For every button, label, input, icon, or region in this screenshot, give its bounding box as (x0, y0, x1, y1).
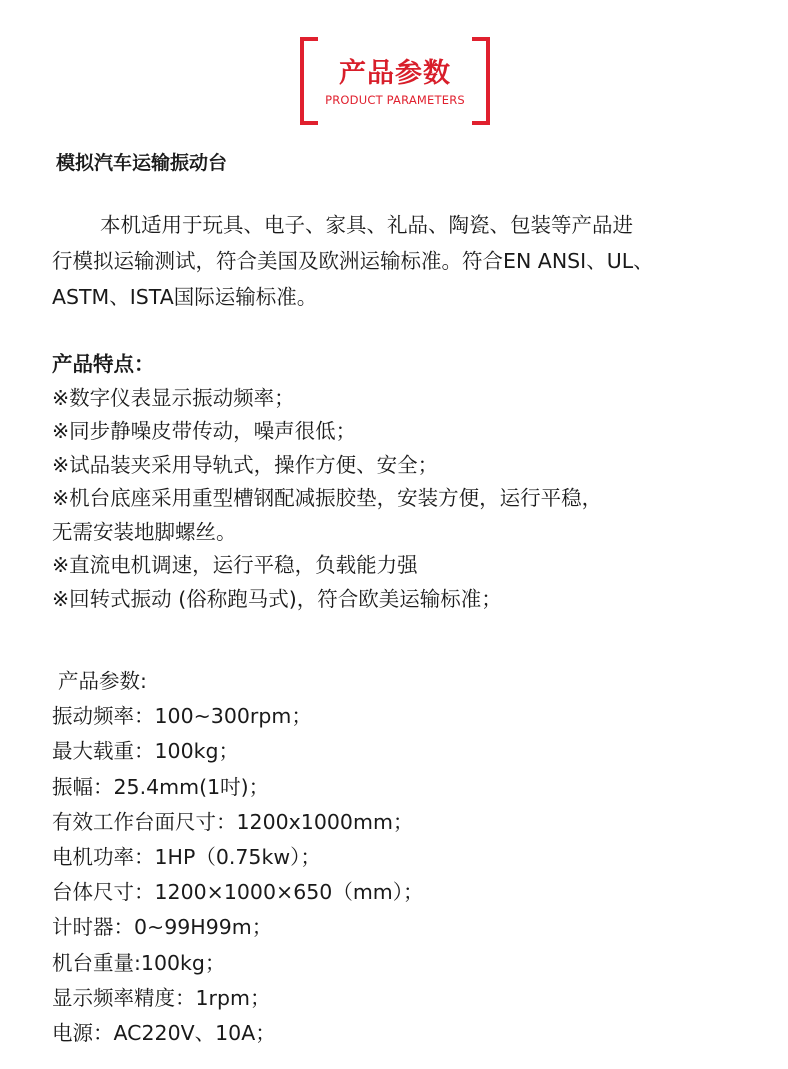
param-item: 最大载重：100kg； (52, 739, 240, 764)
feature-item: ※机台底座采用重型槽钢配减振胶垫，安装方便，运行平稳， (52, 486, 603, 510)
feature-item: ※直流电机调速，运行平稳，负载能力强 (52, 553, 418, 577)
param-item: 显示频率精度：1rpm； (52, 985, 271, 1010)
section-badge (300, 37, 490, 125)
intro-line: ASTM、ISTA国际运输标准。 (52, 285, 318, 309)
param-item: 电机功率：1HP（0.75kw）； (52, 845, 321, 870)
param-item: 机台重量:100kg； (52, 950, 226, 975)
badge-subtitle: PRODUCT PARAMETERS (325, 93, 465, 107)
param-item: 振动频率：100~300rpm； (52, 704, 312, 729)
param-item: 振幅：25.4mm(1吋)； (52, 774, 270, 799)
param-item: 台体尺寸：1200×1000×650（mm）； (52, 880, 424, 905)
params-title: 产品参数: (58, 669, 147, 693)
feature-item: ※同步静噪皮带传动，噪声很低； (52, 419, 357, 443)
feature-item: ※试品装夹采用导轨式，操作方便、安全； (52, 452, 439, 477)
param-item: 计时器：0~99H99m； (52, 915, 273, 940)
params-section (52, 664, 424, 1051)
feature-item: 无需安装地脚螺丝。 (52, 519, 237, 544)
intro-paragraph (52, 207, 767, 315)
intro-line: 行模拟运输测试，符合美国及欧洲运输标准。符合EN ANSI、UL、 (52, 249, 654, 273)
feature-item: ※数字仪表显示振动频率； (52, 385, 295, 410)
badge-title: 产品参数 (339, 58, 451, 89)
feature-item: ※回转式振动 (俗称跑马式)，符合欧美运输标准； (52, 586, 502, 611)
features-title: 产品特点： (52, 352, 155, 376)
product-name: 模拟汽车运输振动台 (56, 152, 228, 174)
param-item: 有效工作台面尺寸：1200x1000mm； (52, 809, 414, 834)
features-section (52, 348, 602, 616)
intro-line: 本机适用于玩具、电子、家具、礼品、陶瓷、包装等产品进 (100, 213, 633, 237)
param-item: 电源：AC220V、10A； (52, 1021, 276, 1046)
